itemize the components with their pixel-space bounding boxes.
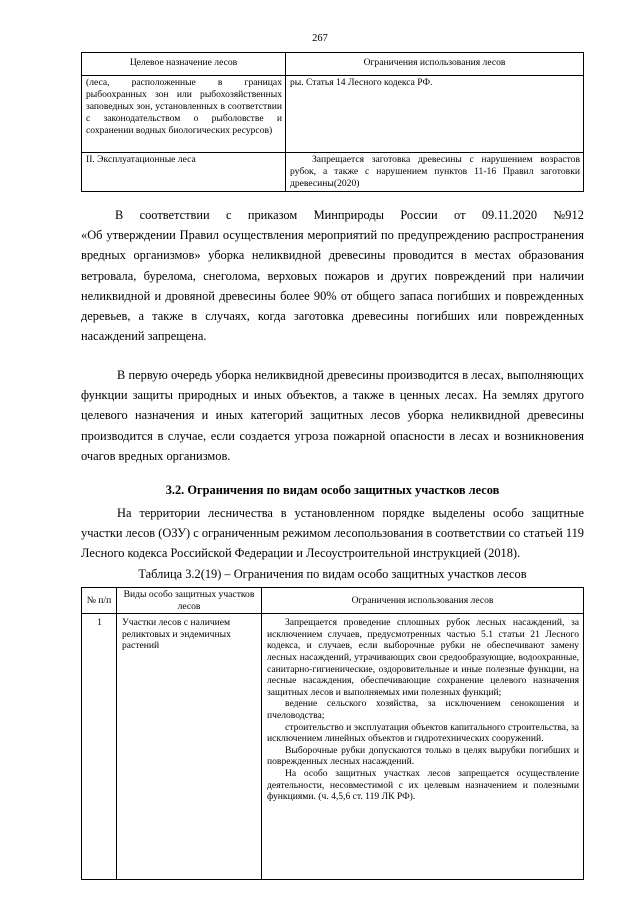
table-row [82,614,584,880]
word: 09.11.2020 [481,208,538,222]
header-num: № п/п [82,588,117,614]
paragraph-body: «Об утверждении Правил осуществления мероприятий по предупреждению распространения вредных организмов» уборка неликвидной древесины проводится в местах образования ветровала, бурелома, снеголома, верховых пожаров и других повреждений при наличии неликвидной и дровяной древесины более 90% от общего запаса погибших и поврежденных деревьев, а также в случаях, когда заготовка древесины погибших или поврежденных насаждений запрещена. [81,228,584,344]
paragraph-ozu [81,503,584,564]
forest-purpose-table [81,52,584,192]
restriction-item: ведение сельского хозяйства, за исключением сенокошения и пчеловодства; [267,698,579,721]
row-restrictions [262,614,584,880]
word: соответствии [139,208,210,222]
table-row [82,153,584,192]
word: В [115,208,124,222]
ozu-restrictions-table [81,587,584,880]
restriction-item: На особо защитных участках лесов запрещается осуществление деятельности, несовместимой с их целевым назначением и полезными функциями. (ч. 4,5,6 ст. 119 ЛК РФ). [267,767,579,803]
word: №912 [553,208,584,222]
restriction-cell: Запрещается заготовка древесины с нарушением возрастов рубок, а также с нарушением пунктов 11-16 Правил заготовки древесины(2020) [286,153,584,192]
header-restriction: Ограничения использования лесов [262,588,584,614]
restriction-item: Выборочные рубки допускаются только в целях вырубки погибших и поврежденных лесных насаждений. [267,744,579,768]
word: приказом [247,208,298,222]
section-heading: 3.2. Ограничения по видам особо защитных участков лесов [165,483,500,497]
restriction-cell: ры. Статья 14 Лесного кодекса РФ. [286,76,584,153]
word: от [454,208,466,222]
page-number: 267 [312,33,328,44]
header-restriction: Ограничения использования лесов [286,53,584,76]
word: России [400,208,438,222]
paragraph-priority [81,365,584,466]
row-type: Участки лесов с наличием реликтовых и эндемичных растений [117,614,262,880]
row-num: 1 [82,614,117,880]
header-purpose: Целевое назначение лесов [82,53,286,76]
paragraph-first-line [81,205,584,225]
table-row [82,76,584,153]
paragraph-order [81,205,584,346]
restriction-item: строительство и эксплуатация объектов капитального строительства, за исключением линейных объектов и гидротехнических сооружений. [267,721,579,745]
purpose-cell: (леса, расположенные в границах рыбоохранных зон или рыбохозяйственных заповедных зон, установленных в соответствии с законодательством о рыболовстве и сохранении водных биологических ресурсов) [82,76,286,153]
restriction-item: Запрещается проведение сплошных рубок лесных насаждений, за исключением случаев, предусмотренных частью 5.1 статьи 21 Лесного кодекса, и случаев, если выборочные рубки не обеспечивают замену лесных насаждений, утрачивающих свои средообразующие, водоохранные, санитарно-гигиенические, оздоровительные и иные полезные функции, на лесные насаждения, обеспечивающие сохранение целевого назначения защитных лесов и выполняемых ими полезных функций; [267,617,579,698]
purpose-cell: II. Эксплуатационные леса [82,153,286,192]
word: с [225,208,232,222]
table-caption: Таблица 3.2(19) – Ограничения по видам особо защитных участков лесов [138,567,527,581]
paragraph-body: В первую очередь уборка неликвидной древесины производится в лесах, выполняющих функции защиты природных и иных объектов, а также в ценных лесах. На землях другого целевого назначения и иных категорий защитных лесов уборка неликвидной древесины производится в случае, если создается угроза пожарной опасности в лесах и возникновения очагов вредных организмов. [81,368,584,463]
paragraph-body: На территории лесничества в установленном порядке выделены особо защитные участки лесов (ОЗУ) с ограниченным режимом лесопользования в соответствии со статьей 119 Лесного кодекса Российской Федерации и Лесоустроительной инструкцией (2018). [81,506,584,561]
word: Минприроды [313,208,384,222]
table-header-row [82,588,584,614]
header-type: Виды особо защитных участков лесов [117,588,262,614]
table-header-row [82,53,584,76]
